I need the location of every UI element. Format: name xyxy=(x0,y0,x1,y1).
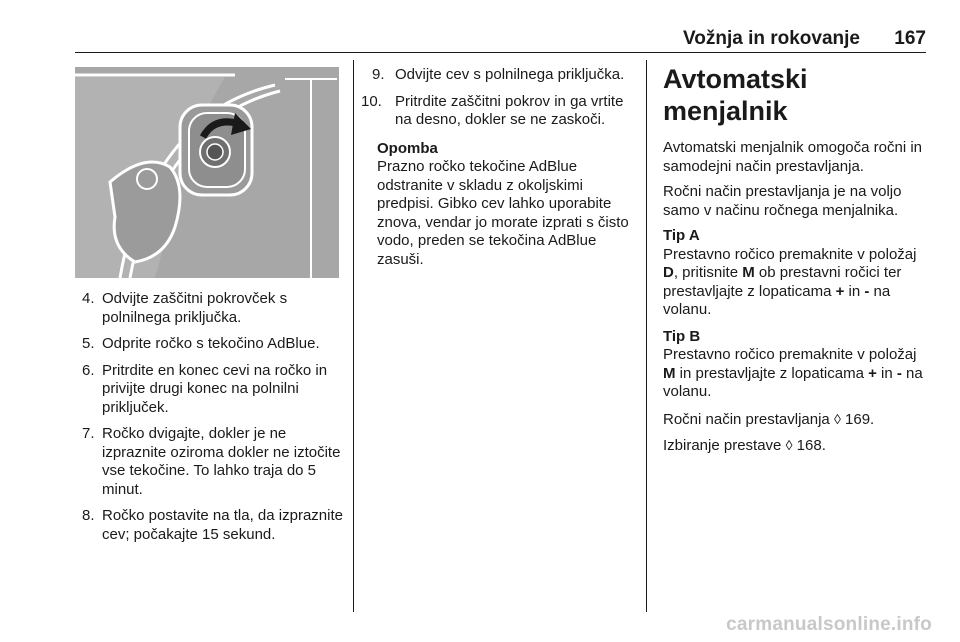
reference-arrow-icon: ◊ xyxy=(833,410,841,427)
section-title: Avtomatski menjalnik xyxy=(663,64,808,126)
watermark: carmanualsonline.info xyxy=(726,614,932,635)
gear-key: D xyxy=(663,264,674,281)
minus-key: - xyxy=(864,282,870,300)
step-number: 4. xyxy=(82,290,95,307)
step-number: 9. xyxy=(372,66,385,83)
step-number: 6. xyxy=(82,361,95,379)
tip-text: ob prestavni ročici ter prestavljajte z lopaticama xyxy=(663,264,902,300)
step-text: Odvijte cev s polnilnega priključka. xyxy=(395,66,625,83)
column-right xyxy=(663,63,931,463)
page-header xyxy=(75,24,926,53)
column-divider xyxy=(353,60,354,612)
page-number: 167 xyxy=(894,28,926,49)
tip-text: na volanu. xyxy=(663,282,891,318)
adblue-filler-illustration xyxy=(75,67,339,278)
tip-b xyxy=(663,328,931,402)
step-text: Pritrdite en konec cevi na ročko in privijte drugi konec na polnilni priključek. xyxy=(102,361,328,416)
step-text: Ročko postavite na tla, da izpraznite cev; počakajte 15 sekund. xyxy=(102,507,343,543)
tip-text: in prestavljajte z lopaticama xyxy=(675,364,869,382)
column-left xyxy=(82,290,344,552)
step-text: Ročko dvigajte, dokler je ne izpraznite oziroma dokler ne iztočite vse tekočine. To lahko traja do 5 minut. xyxy=(102,425,341,498)
step-number: 7. xyxy=(82,425,95,442)
filler-cap-drawing xyxy=(75,67,339,278)
reference-page[interactable]: 168. xyxy=(792,437,826,454)
tip-text: Prestavno ročico premaknite v položaj xyxy=(663,346,917,363)
page-header-title: Vožnja in rokovanje xyxy=(682,28,860,49)
paragraph: Avtomatski menjalnik omogoča ročni in samodejni način prestavljanja. xyxy=(663,139,923,175)
paragraph: Ročni način prestavljanja je na voljo samo v načinu ročnega menjalnika. xyxy=(663,183,902,219)
reference-text: Izbiranje prestave xyxy=(663,437,786,454)
list-item xyxy=(82,362,344,418)
page-reference xyxy=(663,410,931,430)
column-middle xyxy=(361,66,634,269)
tip-title: Tip A xyxy=(663,227,700,244)
step-number: 8. xyxy=(82,507,95,524)
note-title: Opomba xyxy=(377,139,438,157)
page-reference xyxy=(663,436,931,456)
reference-arrow-icon: ◊ xyxy=(785,437,793,453)
minus-key: - xyxy=(896,364,902,382)
list-item xyxy=(361,92,634,130)
tip-text: in xyxy=(876,364,897,382)
step-number: 5. xyxy=(82,335,95,352)
plus-key: + xyxy=(868,364,877,382)
tip-text: , pritisnite xyxy=(673,264,743,281)
mode-key: M xyxy=(742,264,755,281)
tip-text: in xyxy=(844,282,865,300)
step-text: Pritrdite zaščitni pokrov in ga vrtite na desno, dokler se ne zaskoči. xyxy=(395,92,624,128)
list-item xyxy=(372,66,634,85)
tip-a xyxy=(663,227,931,320)
tip-text: na volanu. xyxy=(663,364,923,400)
list-item xyxy=(82,290,344,327)
list-item xyxy=(82,425,344,499)
list-item xyxy=(82,335,344,354)
tip-title: Tip B xyxy=(663,327,701,345)
note-box xyxy=(372,140,634,270)
tip-text: Prestavno ročico premaknite v položaj xyxy=(663,245,917,263)
step-text: Odprite ročko s tekočino AdBlue. xyxy=(102,335,320,352)
step-number: 10. xyxy=(361,92,382,110)
mode-key: M xyxy=(663,364,676,382)
list-item xyxy=(82,507,344,544)
step-text: Odvijte zaščitni pokrovček s polnilnega priključka. xyxy=(102,290,288,326)
note-text: Prazno ročko tekočine AdBlue odstranite v skladu z okoljskimi predpisi. Gibko cev lahko uporabite znova, vendar jo morate izprati s čisto vodo, preden se tekočina AdBlue zasuši. xyxy=(377,158,629,268)
plus-key: + xyxy=(835,282,845,300)
reference-page[interactable]: 169. xyxy=(840,410,875,428)
reference-text: Ročni način prestavljanja xyxy=(663,410,834,428)
column-divider xyxy=(646,60,647,612)
